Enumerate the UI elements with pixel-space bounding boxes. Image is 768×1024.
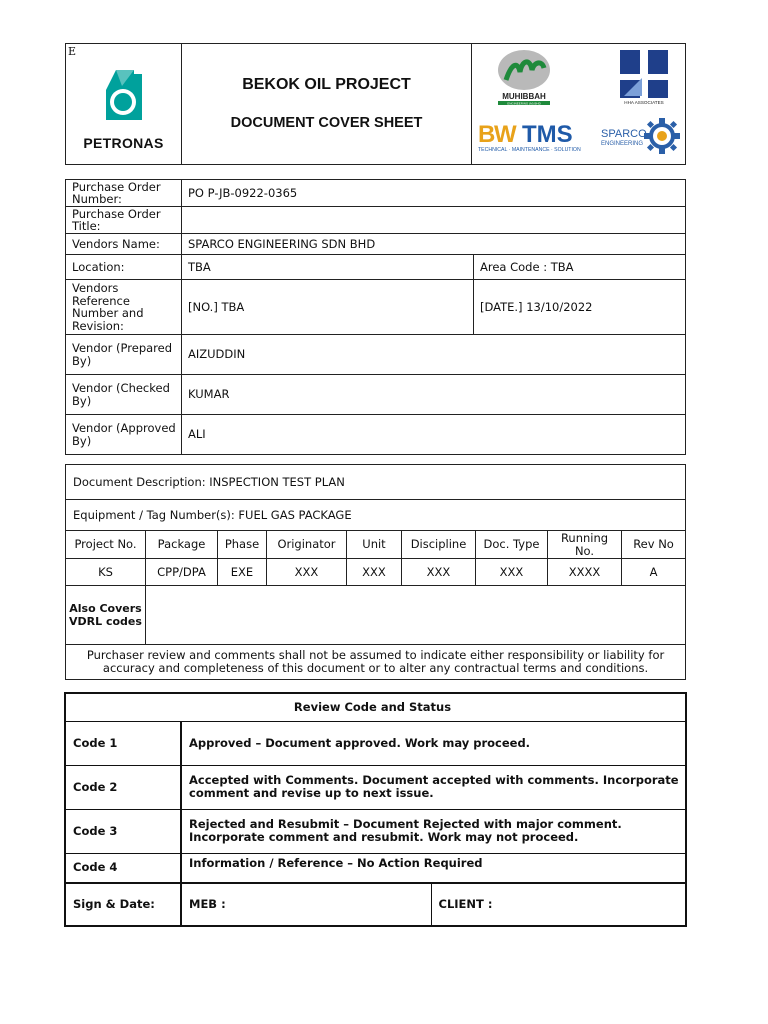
code-2-status: Accepted with Comments. Document accepted with comments. Incorporate comment and revise up to next issue. [181, 765, 686, 809]
sparco-wordmark: SPARCO [601, 128, 647, 140]
disclaimer: Purchaser review and comments shall not be assumed to indicate either responsibility or liability for accuracy and completeness of this document or to alter any contractual terms and conditions. [66, 645, 686, 680]
hha-wordmark: HHA ASSOCIATES [624, 100, 664, 105]
code-3-status: Rejected and Resubmit – Document Rejected with major comment. Incorporate comment and resubmit. Work may not proceed. [181, 809, 686, 853]
code-4-label: Code 4 [65, 853, 181, 883]
petronas-wordmark: PETRONAS [83, 135, 164, 151]
val-phase: EXE [218, 559, 267, 586]
doc-columns-row [66, 531, 686, 559]
val-discipline: XXX [402, 559, 476, 586]
review-code-table [64, 692, 687, 927]
col-originator: Originator [267, 531, 347, 559]
also-covers-value [146, 586, 686, 645]
review-row [65, 765, 686, 809]
po-title-label: Purchase Order Title: [66, 207, 182, 234]
val-unit: XXX [347, 559, 402, 586]
code-2-label: Code 2 [65, 765, 181, 809]
col-doc-type: Doc. Type [476, 531, 548, 559]
review-row [65, 809, 686, 853]
col-unit: Unit [347, 531, 402, 559]
code-1-label: Code 1 [65, 721, 181, 765]
muhibbah-subtitle: ENGINEERING (M) BHD [507, 101, 541, 106]
po-number-value: PO P-JB-0922-0365 [182, 180, 686, 207]
title-cell [182, 44, 472, 165]
header-table [65, 43, 686, 165]
code-3-label: Code 3 [65, 809, 181, 853]
sheet-title: DOCUMENT COVER SHEET [230, 115, 423, 131]
meb-signature-field: MEB : [181, 883, 431, 926]
muhibbah-logo-icon [492, 48, 556, 106]
vendor-ref-number: [NO.] TBA [182, 280, 474, 335]
code-4-status: Information / Reference – No Action Required [181, 853, 686, 883]
col-discipline: Discipline [402, 531, 476, 559]
col-rev-no: Rev No [622, 531, 686, 559]
col-project-no: Project No. [66, 531, 146, 559]
petronas-logo-cell [66, 44, 182, 165]
purchase-order-table [65, 179, 686, 455]
location-label: Location: [66, 255, 182, 280]
partner-logos-cell [472, 44, 686, 165]
review-title: Review Code and Status [65, 693, 686, 721]
sign-date-label: Sign & Date: [65, 883, 181, 926]
po-number-label: Purchase Order Number: [66, 180, 182, 207]
doc-values-row [66, 559, 686, 586]
checked-by-label: Vendor (Checked By) [66, 375, 182, 415]
val-running-no: XXXX [548, 559, 622, 586]
approved-by-value: ALI [182, 415, 686, 455]
sparco-subtitle: ENGINEERING [601, 141, 644, 147]
prepared-by-value: AIZUDDIN [182, 335, 686, 375]
bwtms-logo-icon [476, 118, 594, 154]
corner-mark: E [68, 45, 77, 58]
bwtms-b: B [478, 121, 496, 148]
review-row [65, 853, 686, 883]
val-originator: XXX [267, 559, 347, 586]
petronas-logo-icon [94, 68, 154, 132]
bwtms-tms: TMS [522, 121, 573, 148]
location-value: TBA [182, 255, 474, 280]
bwtms-subtitle: TECHNICAL · MAINTENANCE · SOLUTION [478, 147, 581, 153]
muhibbah-wordmark: MUHIBBAH [502, 92, 546, 101]
equipment-tag: Equipment / Tag Number(s): FUEL GAS PACKAGE [66, 500, 686, 531]
project-title: BEKOK OIL PROJECT [242, 76, 411, 93]
bwtms-w: W [494, 121, 517, 148]
also-covers-label: Also Covers VDRL codes [66, 586, 146, 645]
prepared-by-label: Vendor (Prepared By) [66, 335, 182, 375]
document-description: Document Description: INSPECTION TEST PLAN [66, 465, 686, 500]
val-project-no: KS [66, 559, 146, 586]
code-1-status: Approved – Document approved. Work may proceed. [181, 721, 686, 765]
col-running-no: Running No. [548, 531, 622, 559]
vendor-name-value: SPARCO ENGINEERING SDN BHD [182, 234, 686, 255]
val-rev-no: A [622, 559, 686, 586]
client-signature-field: CLIENT : [431, 883, 686, 926]
po-title-value [182, 207, 686, 234]
val-package: CPP/DPA [146, 559, 218, 586]
col-phase: Phase [218, 531, 267, 559]
review-row [65, 721, 686, 765]
vendor-ref-date: [DATE.] 13/10/2022 [474, 280, 686, 335]
hha-logo-icon [618, 48, 672, 106]
sparco-logo-icon [600, 116, 684, 156]
approved-by-label: Vendor (Approved By) [66, 415, 182, 455]
col-package: Package [146, 531, 218, 559]
val-doc-type: XXX [476, 559, 548, 586]
area-code: Area Code : TBA [474, 255, 686, 280]
checked-by-value: KUMAR [182, 375, 686, 415]
vendor-name-label: Vendors Name: [66, 234, 182, 255]
vendor-ref-label: Vendors Reference Number and Revision: [66, 280, 182, 335]
document-info-table [65, 464, 686, 680]
